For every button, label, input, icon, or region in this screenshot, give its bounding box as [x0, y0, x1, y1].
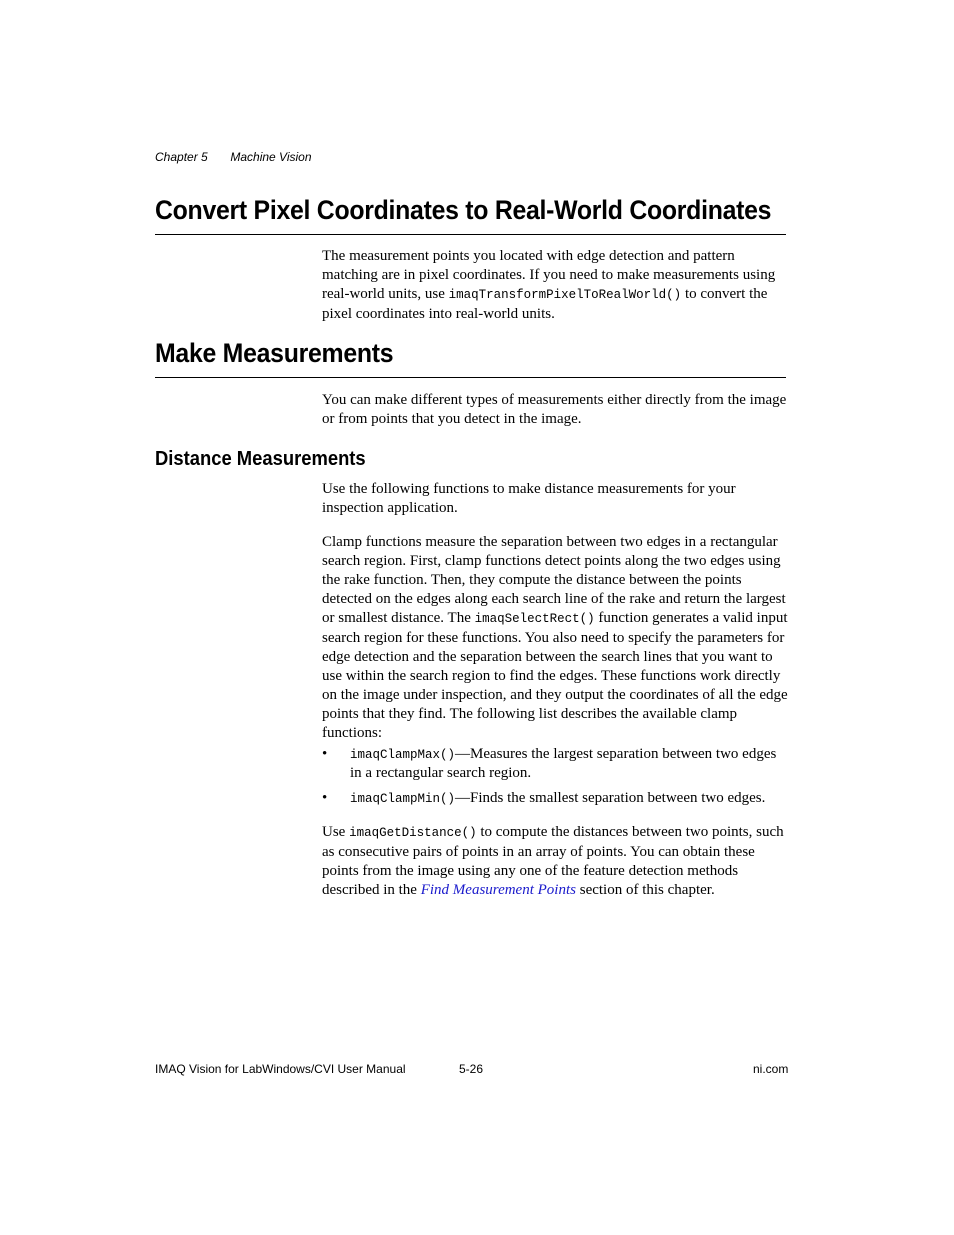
heading-rule — [155, 234, 786, 235]
text-run: The measurement points you located with edge detection and pattern matching are in pixel coordinates. If you need to make measurements using real-world units, use — [322, 248, 776, 302]
text-run: Clamp functions measure the separation between two edges in a rectangular search region. First, clamp functions detect points along the two edges using the rake function. Then, they compute the distance between the points detected on the edges along each search line of the rake and return the largest or smallest distance. The — [322, 534, 786, 626]
text-run: —Measures the largest separation between two edges in a rectangular search region. — [350, 746, 777, 781]
heading-distance-measurements: Distance Measurements — [155, 448, 366, 470]
chapter-section-label: Machine Vision — [230, 150, 312, 164]
clamp-paragraph — [322, 533, 788, 743]
heading-rule — [155, 377, 786, 378]
distance-paragraph — [322, 823, 788, 900]
function-name-transform: imaqTransformPixelToRealWorld() — [448, 288, 682, 302]
convert-paragraph — [322, 247, 788, 324]
text-run: You can make different types of measurements either directly from the image or from points that you detect in the image. — [322, 392, 787, 427]
make-paragraph — [322, 391, 788, 429]
bullet-glyph: • — [322, 790, 328, 806]
function-name-select-rect: imaqSelectRect() — [474, 612, 595, 626]
find-measurement-points-link[interactable]: Find Measurement Points — [420, 882, 576, 898]
text-run: section of this chapter. — [575, 882, 715, 898]
footer-page-number: 5-26 — [459, 1062, 484, 1076]
function-name-clamp-max: imaqClampMax() — [350, 748, 456, 762]
footer-manual-title: IMAQ Vision for LabWindows/CVI User Manual — [155, 1062, 406, 1076]
text-run: to convert the pixel coordinates into real-world units. — [322, 286, 768, 322]
heading-convert-coordinates: Convert Pixel Coordinates to Real-World Coordinates — [155, 195, 772, 225]
text-run: to compute the distances between two points, such as consecutive pairs of points in an array of points. You can obtain these points from the image using any one of the feature detection methods described in the — [322, 824, 784, 898]
distance-intro — [322, 480, 788, 518]
heading-make-measurements: Make Measurements — [155, 338, 394, 368]
running-header — [155, 150, 312, 164]
footer-url: ni.com — [753, 1062, 789, 1076]
bullet-glyph: • — [322, 746, 328, 762]
text-run: Use the following functions to make distance measurements for your inspection application. — [322, 481, 736, 516]
function-name-get-distance: imaqGetDistance() — [349, 826, 477, 840]
clamp-function-list — [322, 745, 788, 815]
list-item — [322, 745, 788, 782]
text-run: —Finds the smallest separation between two edges. — [455, 790, 766, 806]
function-name-clamp-min: imaqClampMin() — [350, 792, 456, 806]
text-run: Use — [322, 824, 350, 840]
list-item — [322, 789, 788, 808]
text-run: function generates a valid input search region for these functions. You also need to specify the parameters for edge detection and the separation between the search lines that you want to use within the search region to find the edges. These functions work directly on the image under inspection, and they output the coordinates of all the edge points that they find. The following list describes the available clamp functions: — [322, 610, 788, 741]
chapter-label: Chapter 5 — [155, 150, 208, 164]
